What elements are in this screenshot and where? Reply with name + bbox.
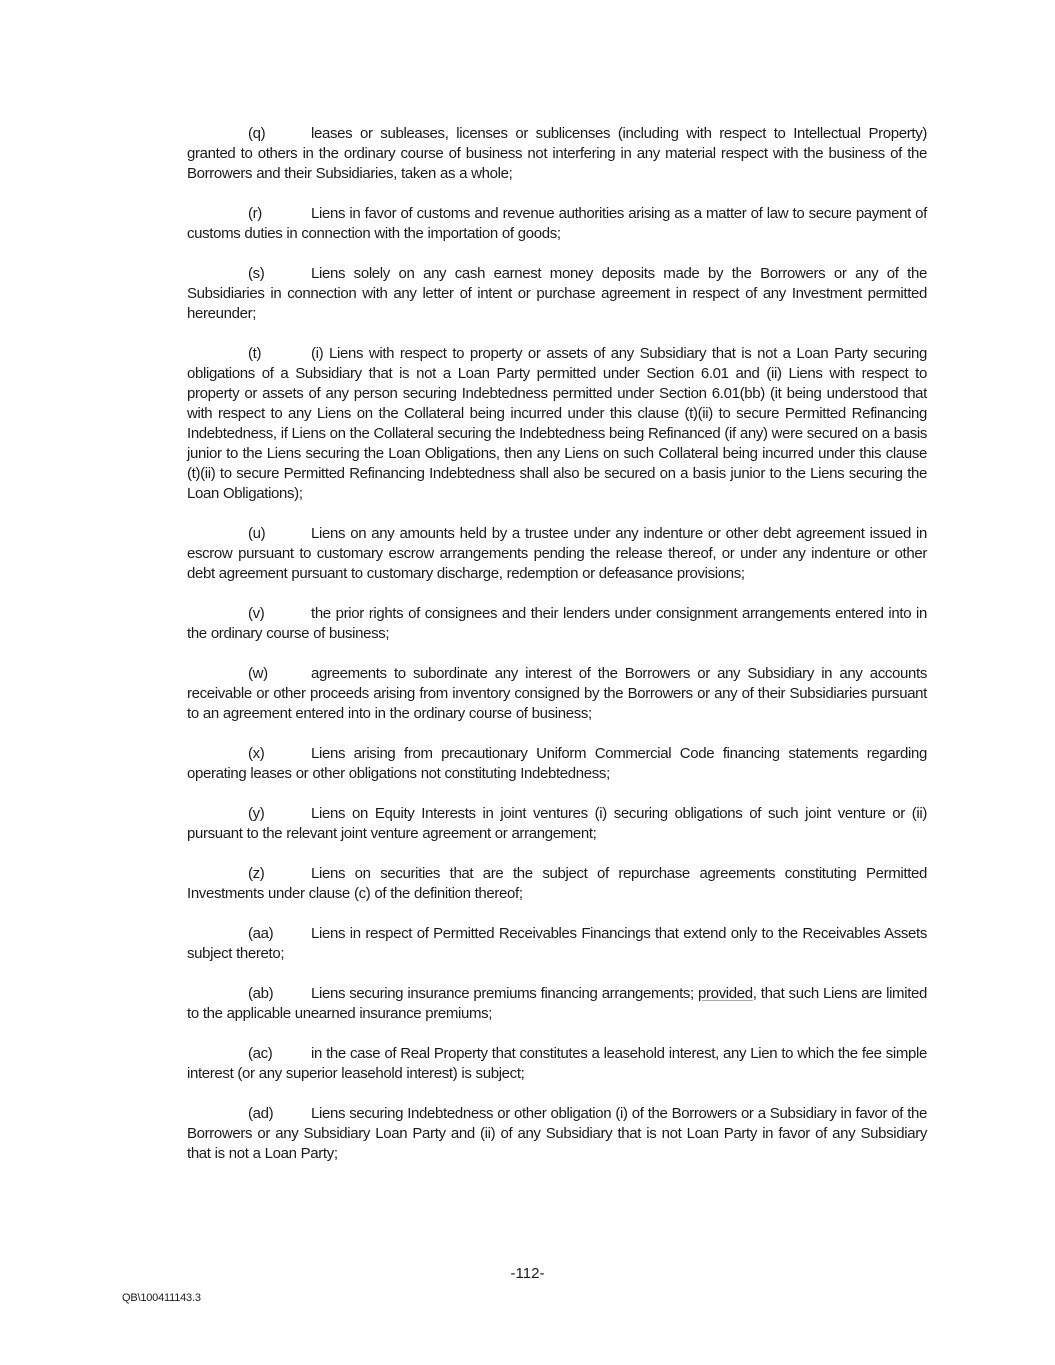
clause-x (187, 744, 927, 784)
clause-number: (s) (248, 265, 265, 282)
clause-text: Liens in favor of customs and revenue authorities arising as a matter of law to secure payment of customs duties in connection with the importation of goods; (187, 205, 927, 242)
clause-text: Liens on securities that are the subject of repurchase agreements constituting Permitted Investments under clause (c) of the definition thereof; (187, 865, 927, 902)
clause-v (187, 604, 927, 644)
document-body (187, 124, 927, 1184)
clause-number: (t) (248, 345, 262, 362)
clause-number: (q) (248, 125, 266, 142)
clause-s (187, 264, 927, 324)
clause-q (187, 124, 927, 184)
clause-number: (aa) (248, 925, 274, 942)
clause-number: (u) (248, 525, 266, 542)
clause-r (187, 204, 927, 244)
clause-text: in the case of Real Property that constitutes a leasehold interest, any Lien to which the fee simple interest (or any superior leasehold interest) is subject; (187, 1045, 927, 1082)
clause-aa (187, 924, 927, 964)
clause-number: (z) (248, 865, 265, 882)
clause-text: Liens arising from precautionary Uniform Commercial Code financing statements regarding operating leases or other obligations not constituting Indebtedness; (187, 745, 927, 782)
clause-ad (187, 1104, 927, 1164)
clause-text: (i) Liens with respect to property or assets of any Subsidiary that is not a Loan Party securing obligations of a Subsidiary that is not a Loan Party permitted under Section 6.01 and (ii) Liens with respect to property or assets of any person securing Indebtedness permitted under Section 6.01(bb) (it being understood that with respect to any Liens on the Collateral being incurred under this clause (t)(ii) to secure Permitted Refinancing Indebtedness, if Liens on the Collateral securing the Indebtedness being Refinanced (if any) were secured on a basis junior to the Liens securing the Loan Obligations, then any Liens on such Collateral being incurred under this clause (t)(ii) to secure Permitted Refinancing Indebtedness shall also be secured on a basis junior to the Liens securing the Loan Obligations); (187, 345, 927, 502)
clause-w (187, 664, 927, 724)
clause-number: (r) (248, 205, 262, 222)
page-number: -112- (510, 1265, 545, 1282)
clause-text: agreements to subordinate any interest of the Borrowers or any Subsidiary in any accounts receivable or other proceeds arising from inventory consigned by the Borrowers or any of their Subsidiaries pursuant to an agreement entered into in the ordinary course of business; (187, 665, 927, 722)
clause-text: Liens securing Indebtedness or other obligation (i) of the Borrowers or a Subsidiary in favor of the Borrowers or any Subsidiary Loan Party and (ii) of any Subsidiary that is not Loan Party in favor of any Subsidiary that is not a Loan Party; (187, 1105, 927, 1162)
clause-number: (x) (248, 745, 265, 762)
clause-number: (v) (248, 605, 265, 622)
provided-term: provided (698, 985, 753, 1002)
clause-number: (ab) (248, 985, 274, 1002)
document-id: QB\100411143.3 (122, 1292, 201, 1304)
clause-y (187, 804, 927, 844)
clause-number: (w) (248, 665, 268, 682)
clause-text: Liens solely on any cash earnest money deposits made by the Borrowers or any of the Subsidiaries in connection with any letter of intent or purchase agreement in respect of any Investment permitted hereunder; (187, 265, 927, 322)
clause-t (187, 344, 927, 504)
clause-text: leases or subleases, licenses or sublicenses (including with respect to Intellectual Property) granted to others in the ordinary course of business not interfering in any material respect with the business of the Borrowers and their Subsidiaries, taken as a whole; (187, 125, 927, 182)
clause-number: (y) (248, 805, 265, 822)
clause-ab (187, 984, 927, 1024)
clause-text-before: Liens securing insurance premiums financing arrangements; (311, 985, 699, 1002)
clause-text: Liens on any amounts held by a trustee under any indenture or other debt agreement issued in escrow pursuant to customary escrow arrangements pending the release thereof, or under any indenture or other debt agreement pursuant to customary discharge, redemption or defeasance provisions; (187, 525, 927, 582)
clause-z (187, 864, 927, 904)
clause-text-after: , that such Liens are limited to the applicable unearned insurance premiums; (187, 985, 927, 1022)
clause-u (187, 524, 927, 584)
clause-text: the prior rights of consignees and their lenders under consignment arrangements entered into in the ordinary course of business; (187, 605, 927, 642)
clause-text: Liens in respect of Permitted Receivables Financings that extend only to the Receivables Assets subject thereto; (187, 925, 927, 962)
clause-number: (ac) (248, 1045, 273, 1062)
clause-text: Liens on Equity Interests in joint ventures (i) securing obligations of such joint venture or (ii) pursuant to the relevant joint venture agreement or arrangement; (187, 805, 927, 842)
clause-number: (ad) (248, 1105, 274, 1122)
clause-ac (187, 1044, 927, 1084)
